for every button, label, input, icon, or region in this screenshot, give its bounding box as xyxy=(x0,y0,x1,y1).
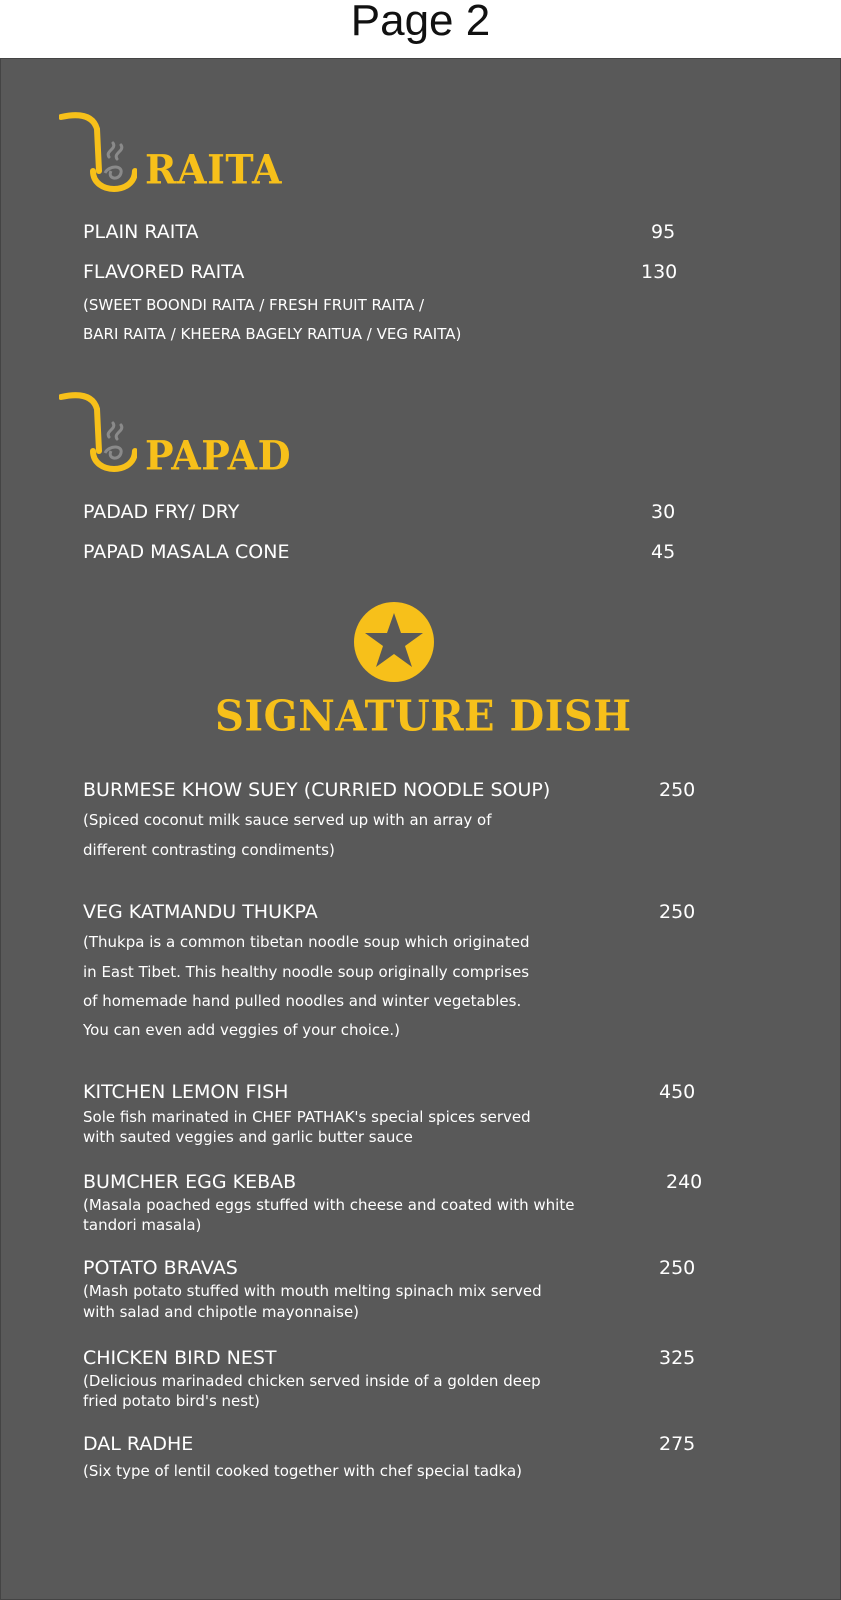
menu-item-name: BURMESE KHOW SUEY (CURRIED NOODLE SOUP) xyxy=(83,779,551,801)
menu-item-desc: (Delicious marinaded chicken served inside of a golden deep xyxy=(83,1372,541,1390)
menu-item-desc: (Spiced coconut milk sauce served up with an array of xyxy=(83,811,492,829)
menu-item-desc: tandori masala) xyxy=(83,1216,202,1234)
papad-section-title: PAPAD xyxy=(145,431,292,480)
menu-item-note: (SWEET BOONDI RAITA / FRESH FRUIT RAITA / xyxy=(83,296,425,314)
menu-item-name: KITCHEN LEMON FISH xyxy=(83,1081,289,1103)
menu-item-name: CHICKEN BIRD NEST xyxy=(83,1347,277,1369)
menu-item-price: 250 xyxy=(659,1257,696,1279)
signature-section-title: SIGNATURE DISH xyxy=(215,691,632,742)
menu-item-desc: You can even add veggies of your choice.) xyxy=(83,1021,400,1039)
menu-item-name: PAPAD MASALA CONE xyxy=(83,541,290,563)
menu-item-desc: with salad and chipotle mayonnaise) xyxy=(83,1303,360,1321)
star-icon xyxy=(353,601,435,683)
menu-item-desc: with sauted veggies and garlic butter sauce xyxy=(83,1128,413,1146)
ladle-bowl-icon xyxy=(59,111,137,201)
menu-item-desc: of homemade hand pulled noodles and winter vegetables. xyxy=(83,992,522,1010)
menu-item-desc: fried potato bird's nest) xyxy=(83,1392,260,1410)
ladle-bowl-icon xyxy=(59,391,137,481)
menu-item-name: PADAD FRY/ DRY xyxy=(83,501,240,523)
menu-item-desc: Sole fish marinated in CHEF PATHAK's special spices served xyxy=(83,1108,531,1126)
menu-item-desc: (Six type of lentil cooked together with chef special tadka) xyxy=(83,1462,522,1480)
menu-item-price: 450 xyxy=(659,1081,696,1103)
page-title: Page 2 xyxy=(0,0,841,58)
menu-item-name: BUMCHER EGG KEBAB xyxy=(83,1171,297,1193)
menu-item-price: 45 xyxy=(651,541,676,563)
menu-item-name: PLAIN RAITA xyxy=(83,221,199,243)
menu-item-name: VEG KATMANDU THUKPA xyxy=(83,901,318,923)
menu-item-desc: different contrasting condiments) xyxy=(83,841,335,859)
menu-item-price: 30 xyxy=(651,501,676,523)
menu-item-price: 130 xyxy=(641,261,678,283)
menu-item-price: 325 xyxy=(659,1347,696,1369)
raita-section-title: RAITA xyxy=(145,145,283,194)
menu-item-name: DAL RADHE xyxy=(83,1433,194,1455)
menu-item-desc: (Masala poached eggs stuffed with cheese and coated with white xyxy=(83,1196,575,1214)
menu-item-price: 250 xyxy=(659,779,696,801)
menu-item-price: 240 xyxy=(666,1171,703,1193)
menu-item-name: POTATO BRAVAS xyxy=(83,1257,238,1279)
menu-panel xyxy=(0,58,841,1600)
menu-item-price: 250 xyxy=(659,901,696,923)
menu-item-desc: (Thukpa is a common tibetan noodle soup which originated xyxy=(83,933,530,951)
menu-item-note: BARI RAITA / KHEERA BAGELY RAITUA / VEG RAITA) xyxy=(83,325,462,343)
menu-item-desc: in East Tibet. This healthy noodle soup originally comprises xyxy=(83,963,530,981)
menu-item-name: FLAVORED RAITA xyxy=(83,261,245,283)
menu-item-price: 275 xyxy=(659,1433,696,1455)
menu-item-price: 95 xyxy=(651,221,676,243)
menu-item-desc: (Mash potato stuffed with mouth melting spinach mix served xyxy=(83,1282,542,1300)
